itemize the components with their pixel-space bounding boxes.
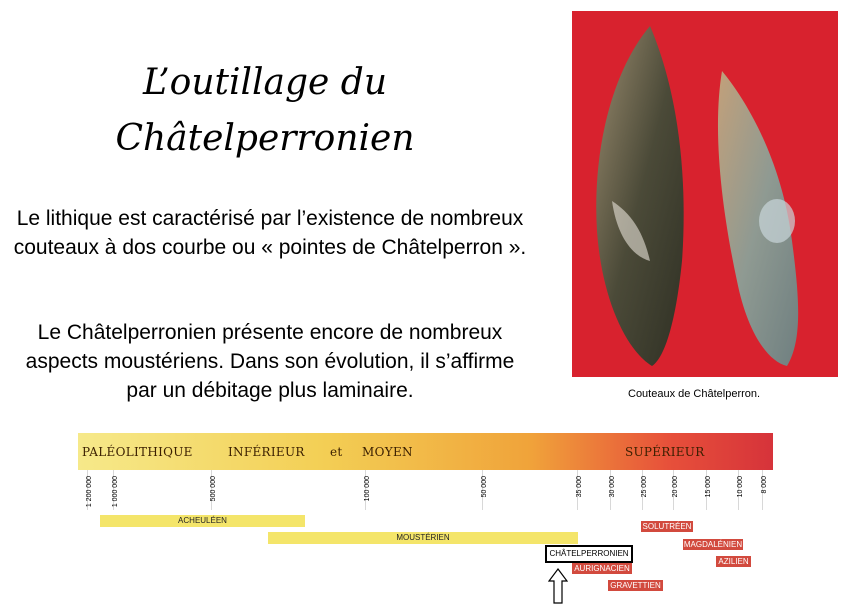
up-arrow-icon	[548, 568, 568, 604]
culture-solutreen: SOLUTRÉEN	[642, 522, 692, 531]
culture-aurignacien: AURIGNACIEN	[572, 563, 632, 574]
culture-acheuleen: ACHEULÉEN	[100, 515, 305, 527]
culture-azilien: AZILIEN	[716, 556, 751, 567]
knives-illustration	[572, 11, 838, 377]
timeline-moyen: MOYEN	[362, 445, 413, 459]
tick-label: 35 000	[576, 476, 583, 498]
culture-chatelperronien: CHÂTELPERRONIEN	[545, 545, 633, 563]
page-title	[90, 55, 440, 167]
tick-label: 25 000	[641, 476, 648, 498]
culture-gravettien: GRAVETTIEN	[608, 580, 663, 591]
timeline-et: et	[330, 445, 343, 459]
title-line-2: Châtelperronien	[115, 118, 415, 159]
timeline-superieur: SUPÉRIEUR	[625, 445, 705, 459]
culture-magdalenien: MAGDALÉNIEN	[683, 540, 743, 549]
culture-mousterien: MOUSTÉRIEN	[268, 532, 578, 544]
tick-label: 50 000	[481, 476, 488, 498]
tick-label: 8 000	[761, 476, 768, 494]
tick-label: 15 000	[705, 476, 712, 498]
paragraph-evolution: Le Châtelperronien présente encore de nombreux aspects moustériens. Dans son évolution, il s’affirme par un débitage plus laminaire.	[25, 321, 515, 402]
tick-label: 10 000	[737, 476, 744, 498]
tick-label: 30 000	[609, 476, 616, 498]
paragraph-lithic: Le lithique est caractérisé par l’existence de nombreux couteaux à dos courbe ou « pointes de Châtelperron ».	[13, 207, 527, 259]
tick-label: 1 000 000	[112, 476, 119, 508]
timeline-inferieur: INFÉRIEUR	[228, 445, 305, 459]
tick-label: 100 000	[364, 476, 371, 502]
chatelperron-knives-photo	[572, 11, 838, 377]
title-line-1: L’outillage du	[142, 62, 388, 103]
timeline-paleolithique: PALÉOLITHIQUE	[82, 445, 193, 459]
tick-label: 500 000	[210, 476, 217, 502]
tick-label: 20 000	[672, 476, 679, 498]
photo-caption: Couteaux de Châtelperron.	[628, 388, 761, 400]
tick-label: 1 200 000	[86, 476, 93, 508]
